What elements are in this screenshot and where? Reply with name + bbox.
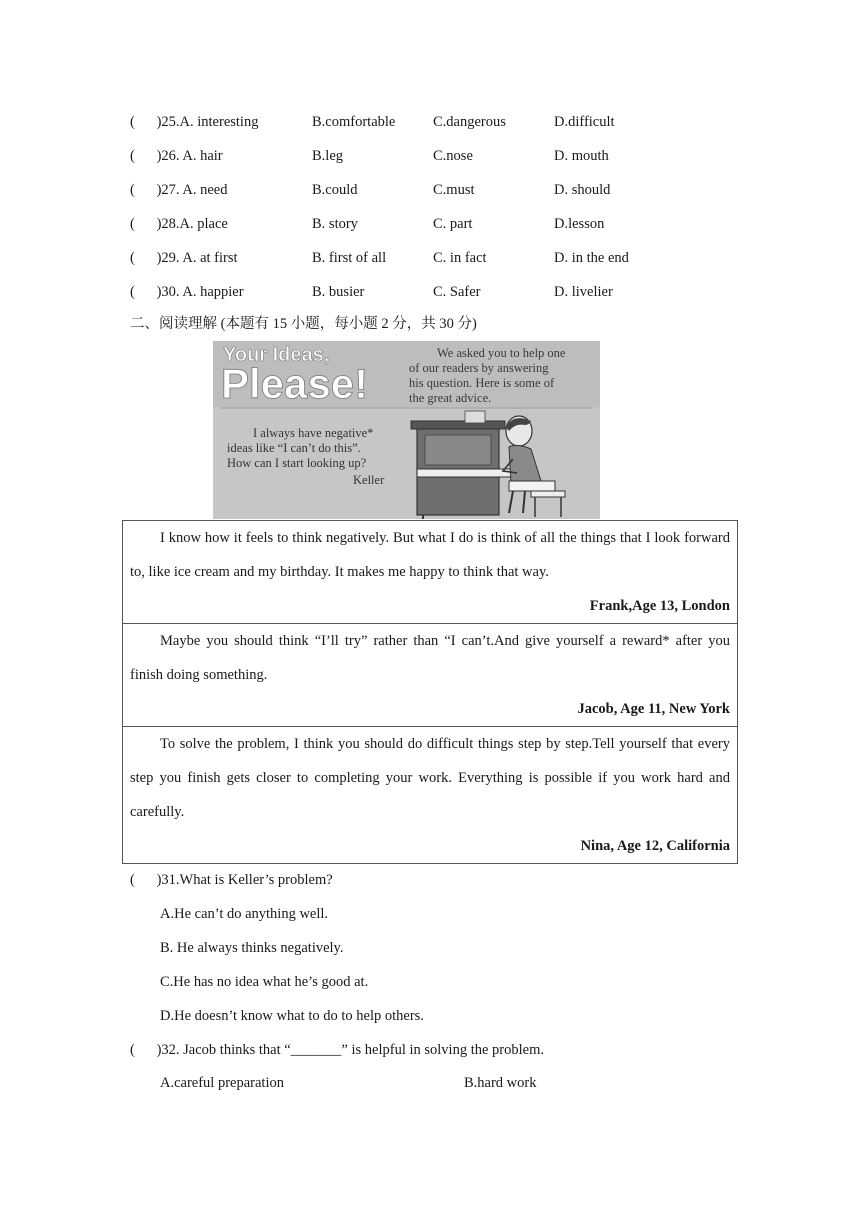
question-31-option-a: A.He can’t do anything well.	[160, 906, 329, 922]
question-25-option-b: B.comfortable	[312, 114, 396, 130]
advice-text-jacob: Maybe you should think “I’ll try” rather than “I can’t.And give yourself a reward* after you finish doing something.	[130, 633, 730, 683]
question-31-stem: ( )31.What is Keller’s problem?	[130, 872, 333, 888]
picture-title-line1: Your Ideas,	[223, 344, 330, 366]
picture-title-line2: Please!	[221, 360, 369, 407]
question-32-option-a: A.careful preparation	[160, 1075, 284, 1091]
question-29-option-b: B. first of all	[312, 250, 387, 266]
question-28-option-d: D.lesson	[554, 216, 605, 232]
picture-intro-line3: his question. Here is some of	[409, 376, 555, 390]
advice-signature-jacob: Jacob, Age 11, New York	[577, 701, 730, 717]
question-25-option-d: D.difficult	[554, 114, 615, 130]
advice-table	[122, 520, 738, 864]
picture-question-line3: How can I start looking up?	[227, 456, 367, 470]
question-27-option-d: D. should	[554, 182, 611, 198]
question-31-option-b: B. He always thinks negatively.	[160, 940, 344, 956]
advice-cell-nina	[123, 726, 737, 863]
picture-intro-line4: the great advice.	[409, 391, 492, 405]
your-ideas-picture	[213, 341, 600, 519]
question-26-option-d: D. mouth	[554, 148, 609, 164]
section-heading: 二、阅读理解 (本题有 15 小题，每小题 2 分，共 30 分)	[130, 316, 477, 332]
question-29-option-a: ( )29. A. at first	[130, 250, 238, 266]
question-29-option-d: D. in the end	[554, 250, 629, 266]
question-26-option-a: ( )26. A. hair	[130, 148, 223, 164]
question-29-option-c: C. in fact	[433, 250, 487, 266]
picture-asker: Keller	[353, 473, 385, 487]
question-31-option-c: C.He has no idea what he’s good at.	[160, 974, 369, 990]
advice-text-frank: I know how it feels to think negatively. But what I do is think of all the things that I look forward to, like ice cream and my birthday. It makes me happy to think that way.	[130, 530, 730, 580]
question-30-option-c: C. Safer	[433, 284, 481, 300]
picture-question-line2: ideas like “I can’t do this”.	[227, 441, 361, 455]
advice-cell-frank	[123, 521, 737, 623]
picture-intro-line2: of our readers by answering	[409, 361, 549, 375]
question-27-option-c: C.must	[433, 182, 475, 198]
advice-signature-frank: Frank,Age 13, London	[589, 598, 730, 614]
question-28-option-b: B. story	[312, 216, 358, 232]
picture-question-line1: I always have negative*	[253, 426, 374, 440]
question-28-option-a: ( )28.A. place	[130, 216, 228, 232]
question-31-option-d: D.He doesn’t know what to do to help others.	[160, 1008, 424, 1024]
question-26-option-b: B.leg	[312, 148, 344, 164]
advice-signature-nina: Nina, Age 12, California	[580, 838, 730, 854]
advice-cell-jacob	[123, 623, 737, 726]
question-32-stem: ( )32. Jacob thinks that “_______” is helpful in solving the problem.	[130, 1042, 544, 1058]
question-27-option-a: ( )27. A. need	[130, 182, 228, 198]
question-25-option-c: C.dangerous	[433, 114, 506, 130]
question-32-option-b: B.hard work	[464, 1075, 537, 1091]
question-30-option-a: ( )30. A. happier	[130, 284, 244, 300]
question-27-option-b: B.could	[312, 182, 358, 198]
advice-text-nina: To solve the problem, I think you should do difficult things step by step.Tell yourself that every step you finish gets closer to completing your work. Everything is possible if you work hard and carefully.	[130, 736, 730, 820]
question-28-option-c: C. part	[433, 216, 473, 232]
question-25-option-a: ( )25.A. interesting	[130, 114, 259, 130]
question-30-option-d: D. livelier	[554, 284, 613, 300]
picture-intro-line1: We asked you to help one	[437, 346, 566, 360]
question-26-option-c: C.nose	[433, 148, 473, 164]
question-30-option-b: B. busier	[312, 284, 365, 300]
